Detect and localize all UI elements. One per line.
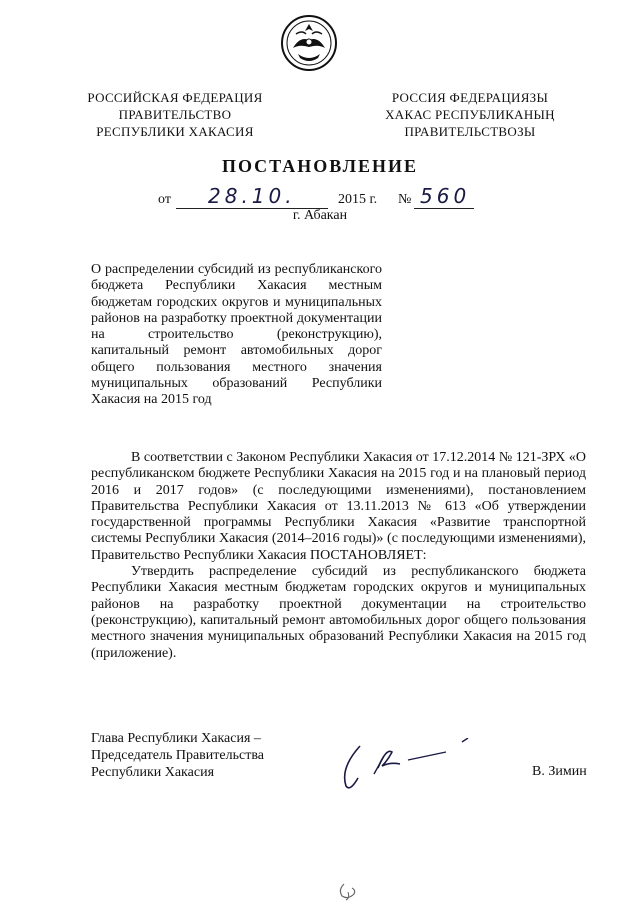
signature-icon xyxy=(338,738,478,794)
document-body xyxy=(91,450,586,662)
body-paragraph-2: Утвердить распределение субсидий из республиканского бюджета Республики Хакасия местным бюджетам городских округов и муниципальных районов на разработку проектной документации на строительство (реконструкцию), капитальный ремонт автомобильных дорог общего пользования местного значения муниципальных образований Республики Хакасия на 2015 год (приложение). xyxy=(91,564,586,661)
header-right xyxy=(350,89,590,140)
document-subject: О распределении субсидий из республиканского бюджета Республики Хакасия местным бюджетам городских округов и муниципальных районов на разработку проектной документации на строительство (реконструкцию), капитальный ремонт автомобильных дорог общего пользования местного значения муниципальных образований Республики Хакасия на 2015 год xyxy=(91,262,382,408)
position-line-1: Глава Республики Хакасия – xyxy=(91,731,261,746)
year-label: 2015 г. xyxy=(338,192,378,207)
from-label: от xyxy=(158,192,171,207)
document-title: ПОСТАНОВЛЕНИЕ xyxy=(221,156,419,176)
position-line-2: Председатель Правительства xyxy=(91,748,264,763)
page-mark-icon xyxy=(334,880,364,902)
header-right-line-2: ХАКАС РЕСПУБЛИКАНЫҢ xyxy=(385,107,555,122)
date-value: 28.10. xyxy=(208,184,296,208)
position-line-3: Республики Хакасия xyxy=(91,765,215,780)
header-left-line-3: РЕСПУБЛИКИ ХАКАСИЯ xyxy=(96,124,254,139)
header-left-line-2: ПРАВИТЕЛЬСТВО xyxy=(118,107,232,122)
header-right-line-1: РОССИЯ ФЕДЕРАЦИЯЗЫ xyxy=(391,90,549,105)
date-number-row xyxy=(158,184,488,210)
number-label: № xyxy=(398,192,412,207)
city-label: г. Абакан xyxy=(292,208,348,223)
header-left-line-1: РОССИЙСКАЯ ФЕДЕРАЦИЯ xyxy=(87,90,263,105)
coat-of-arms-icon xyxy=(280,14,338,72)
header-left xyxy=(55,89,295,140)
signatory-position xyxy=(91,730,264,781)
body-paragraph-1: В соответствии с Законом Республики Хакасия от 17.12.2014 № 121-ЗРХ «О республиканском бюджете Республики Хакасия на 2015 год и на плановый период 2016 и 2017 годов» (с последующими изменениями), постановлением Правительства Республики Хакасия от 13.11.2013 № 613 «Об утверждении государственной программы Республики Хакасия «Развитие транспортной системы Республики Хакасия (2014–2016 годы)» (с последующими изменениями), Правительство Республики Хакасия ПОСТАНОВЛЯЕТ: xyxy=(91,450,586,563)
number-value: 560 xyxy=(420,184,471,208)
signatory-name: В. Зимин xyxy=(532,764,587,779)
header-right-line-3: ПРАВИТЕЛЬСТВОЗЫ xyxy=(404,124,536,139)
